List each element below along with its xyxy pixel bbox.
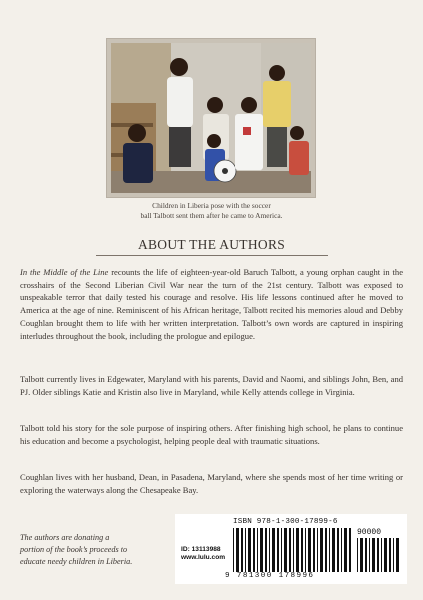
barcode-bar (337, 528, 339, 572)
barcode-bar (377, 538, 379, 572)
barcode-bar (233, 528, 234, 572)
barcode-bar (293, 528, 294, 572)
barcode-bar (296, 528, 299, 572)
barcode-bar (281, 528, 282, 572)
barcode-bar (272, 528, 275, 572)
barcode-bar (357, 538, 358, 572)
barcode-bar (384, 538, 387, 572)
barcode-bar (341, 528, 342, 572)
barcode-bar (253, 528, 255, 572)
publisher-id-number: ID: 13113988 (181, 546, 221, 553)
barcode-bar (289, 528, 291, 572)
paragraph-goals: Talbott told his story for the sole purpose of inspiring others. After finishing high school, he plans to continue his education and become a psychologist, helping people deal with traumatic situations. (20, 423, 403, 446)
donation-note-line: The authors are donating a (20, 533, 110, 542)
barcode-bar (305, 528, 306, 572)
barcode-bar (308, 528, 311, 572)
barcode-bar (277, 528, 279, 572)
paragraph-coauthor: Coughlan lives with her husband, Dean, in Pasadena, Maryland, where she spends most of her time writing or exploring the waterways along the Chesapeake Bay. (20, 472, 403, 495)
barcode-bar (241, 528, 243, 572)
donation-note-line: portion of the book’s proceeds to (20, 545, 128, 555)
barcode-bar (260, 528, 263, 572)
photo-caption-line: Children in Liberia pose with the soccer (152, 201, 271, 210)
barcode-bar (332, 528, 335, 572)
donation-note (20, 532, 175, 569)
isbn-label: ISBN 978-1-300-17899-6 (233, 518, 338, 526)
book-title: In the Middle of the Line (20, 267, 109, 277)
barcode-bar (360, 538, 363, 572)
isbn-barcode (233, 528, 351, 572)
barcode-bar (381, 538, 382, 572)
title-divider (96, 255, 328, 256)
barcode-bar (265, 528, 267, 572)
barcode-bar (349, 528, 351, 572)
barcode-bar (389, 538, 391, 572)
paragraph-family: Talbott currently lives in Edgewater, Maryland with his parents, David and Naomi, and siblings John, Ben, and PJ. Older siblings Katie and Kristin also live in Maryland, while Kelly attends college in Virginia. (20, 374, 403, 397)
barcode-bar (236, 528, 239, 572)
barcode-bar (372, 538, 375, 572)
barcode-bar (369, 538, 370, 572)
barcode-bar (257, 528, 258, 572)
barcode-bar (325, 528, 327, 572)
barcode-bar (301, 528, 303, 572)
publisher-site: www.lulu.com (181, 554, 226, 561)
children-photo (111, 43, 311, 193)
barcode-bar (284, 528, 287, 572)
price-code: 90000 (357, 528, 382, 537)
barcode-panel (175, 514, 407, 584)
photo-caption-line: ball Talbott sent them after he came to America. (140, 211, 283, 220)
barcode-bar (245, 528, 246, 572)
paragraph-book-summary (20, 266, 403, 342)
barcode-bar (329, 528, 330, 572)
barcode-bar (317, 528, 318, 572)
barcode-bar (393, 538, 394, 572)
photo-caption (90, 201, 333, 221)
barcode-bar (365, 538, 367, 572)
barcode-bar (320, 528, 323, 572)
barcode-bar (313, 528, 315, 572)
paragraph-text: recounts the life of eighteen-year-old Baruch Talbott, a young orphan caught in the crosshairs of the Second Liberian Civil War near the turn of the 21st century. Talbott was exposed to unspeakable terror that daily tested his courage and resolve. His life lessons continued after he moved to America at the age of nine. Reminiscent of his African heritage, Talbott recited his memories aloud and Debby Coughlan brought them to life with her written interpretation. Talbott’s own words are captured in inspiring interludes throughout the book, including the prologue and epilogue. (20, 267, 403, 341)
price-barcode (357, 538, 399, 572)
ean-digits: 9 781300 178996 (225, 572, 315, 580)
barcode-bar (269, 528, 270, 572)
barcode-bar (248, 528, 251, 572)
donation-note-line: educate needy children in Liberia. (20, 557, 133, 567)
cover-photo (107, 39, 315, 197)
publisher-id (181, 546, 225, 562)
barcode-bar (396, 538, 399, 572)
section-title: ABOUT THE AUTHORS (137, 237, 286, 252)
barcode-bar (344, 528, 347, 572)
